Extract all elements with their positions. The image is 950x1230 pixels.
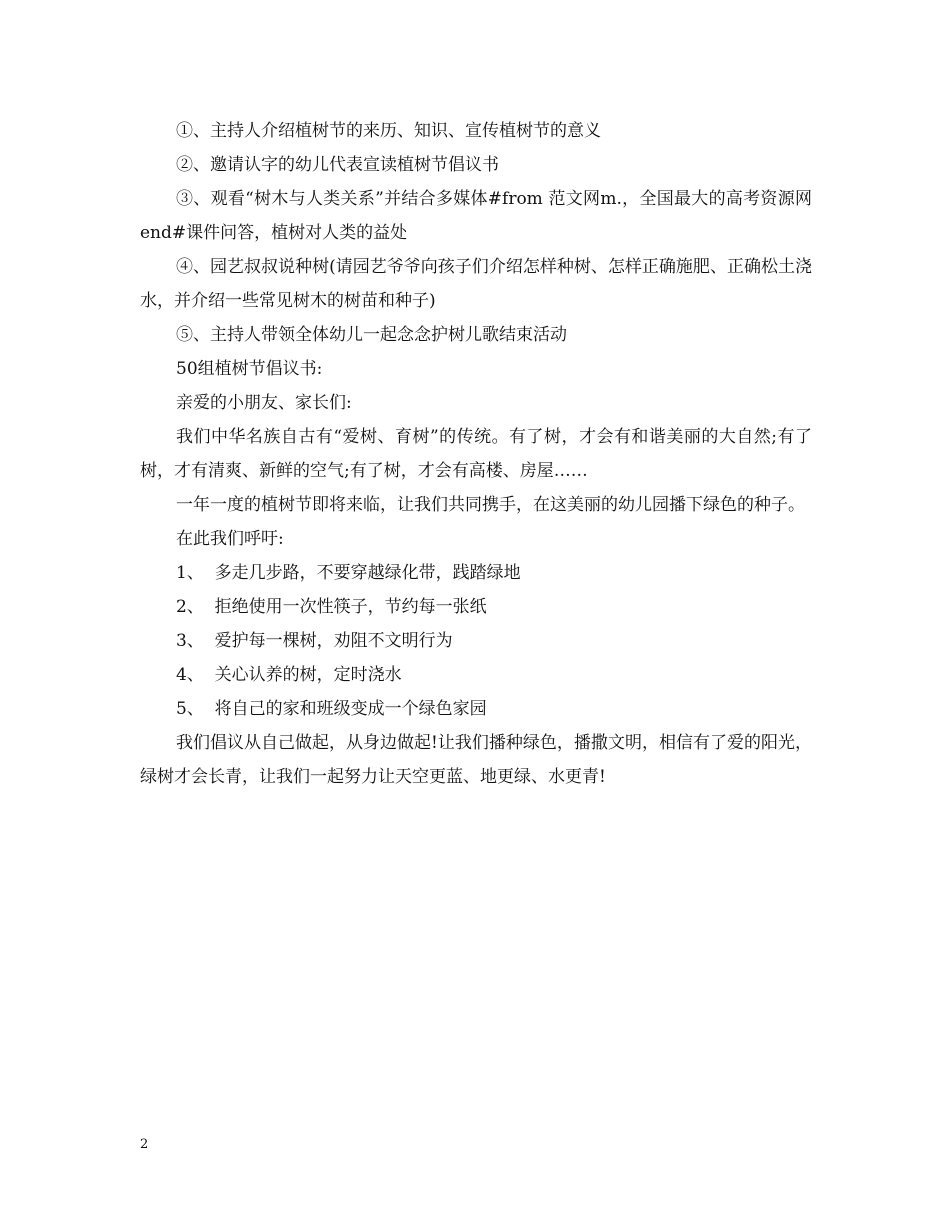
paragraph-appeal: 在此我们呼吁: [176,529,284,549]
list-item: 5、 将自己的家和班级变成一个绿色家园 [176,699,487,719]
page-number: 2 [140,1137,149,1152]
paragraph-watch-media: ③、观看“树木与人类关系”并结合多媒体#from 范文网m.，全国最大的高考资源网 end#课件问答，植树对人类的益处 [140,189,823,243]
paragraph-child-reading: ②、邀请认字的幼儿代表宣读植树节倡议书 [176,155,499,175]
list-item: 3、 爱护每一棵树，劝阻不文明行为 [176,631,453,651]
list-item: 1、 多走几步路，不要穿越绿化带，践踏绿地 [176,563,521,583]
paragraph-song-ending: ⑤、主持人带领全体幼儿一起念念护树儿歌结束活动 [176,325,567,345]
salutation: 亲爱的小朋友、家长们: [176,393,352,413]
list-item: 4、 关心认养的树，定时浇水 [176,665,402,685]
paragraph-tradition: 我们中华名族自古有“爱树、育树”的传统。有了树，才会有和谐美丽的大自然;有了树，才有清爽、新鲜的空气;有了树，才会有高楼、房屋…… [140,427,812,481]
paragraph-gardener-talk: ④、园艺叔叔说种树(请园艺爷爷向孩子们介绍怎样种树、怎样正确施肥、正确松土浇水，并介绍一些常见树木的树苗和种子) [140,257,812,311]
document-body [140,114,823,794]
paragraph-closing: 我们倡议从自己做起，从身边做起!让我们播种绿色，播撒文明，相信有了爱的阳光，绿树才会长青，让我们一起努力让天空更蓝、地更绿、水更青! [140,733,812,787]
proposal-heading: 50组植树节倡议书: [176,359,323,379]
paragraph-arbor-day: 一年一度的植树节即将来临，让我们共同携手，在这美丽的幼儿园播下绿色的种子。 [176,495,805,515]
list-item: 2、 拒绝使用一次性筷子，节约每一张纸 [176,597,487,617]
paragraph-host-intro: ①、主持人介绍植树节的来历、知识、宣传植树节的意义 [176,121,601,141]
